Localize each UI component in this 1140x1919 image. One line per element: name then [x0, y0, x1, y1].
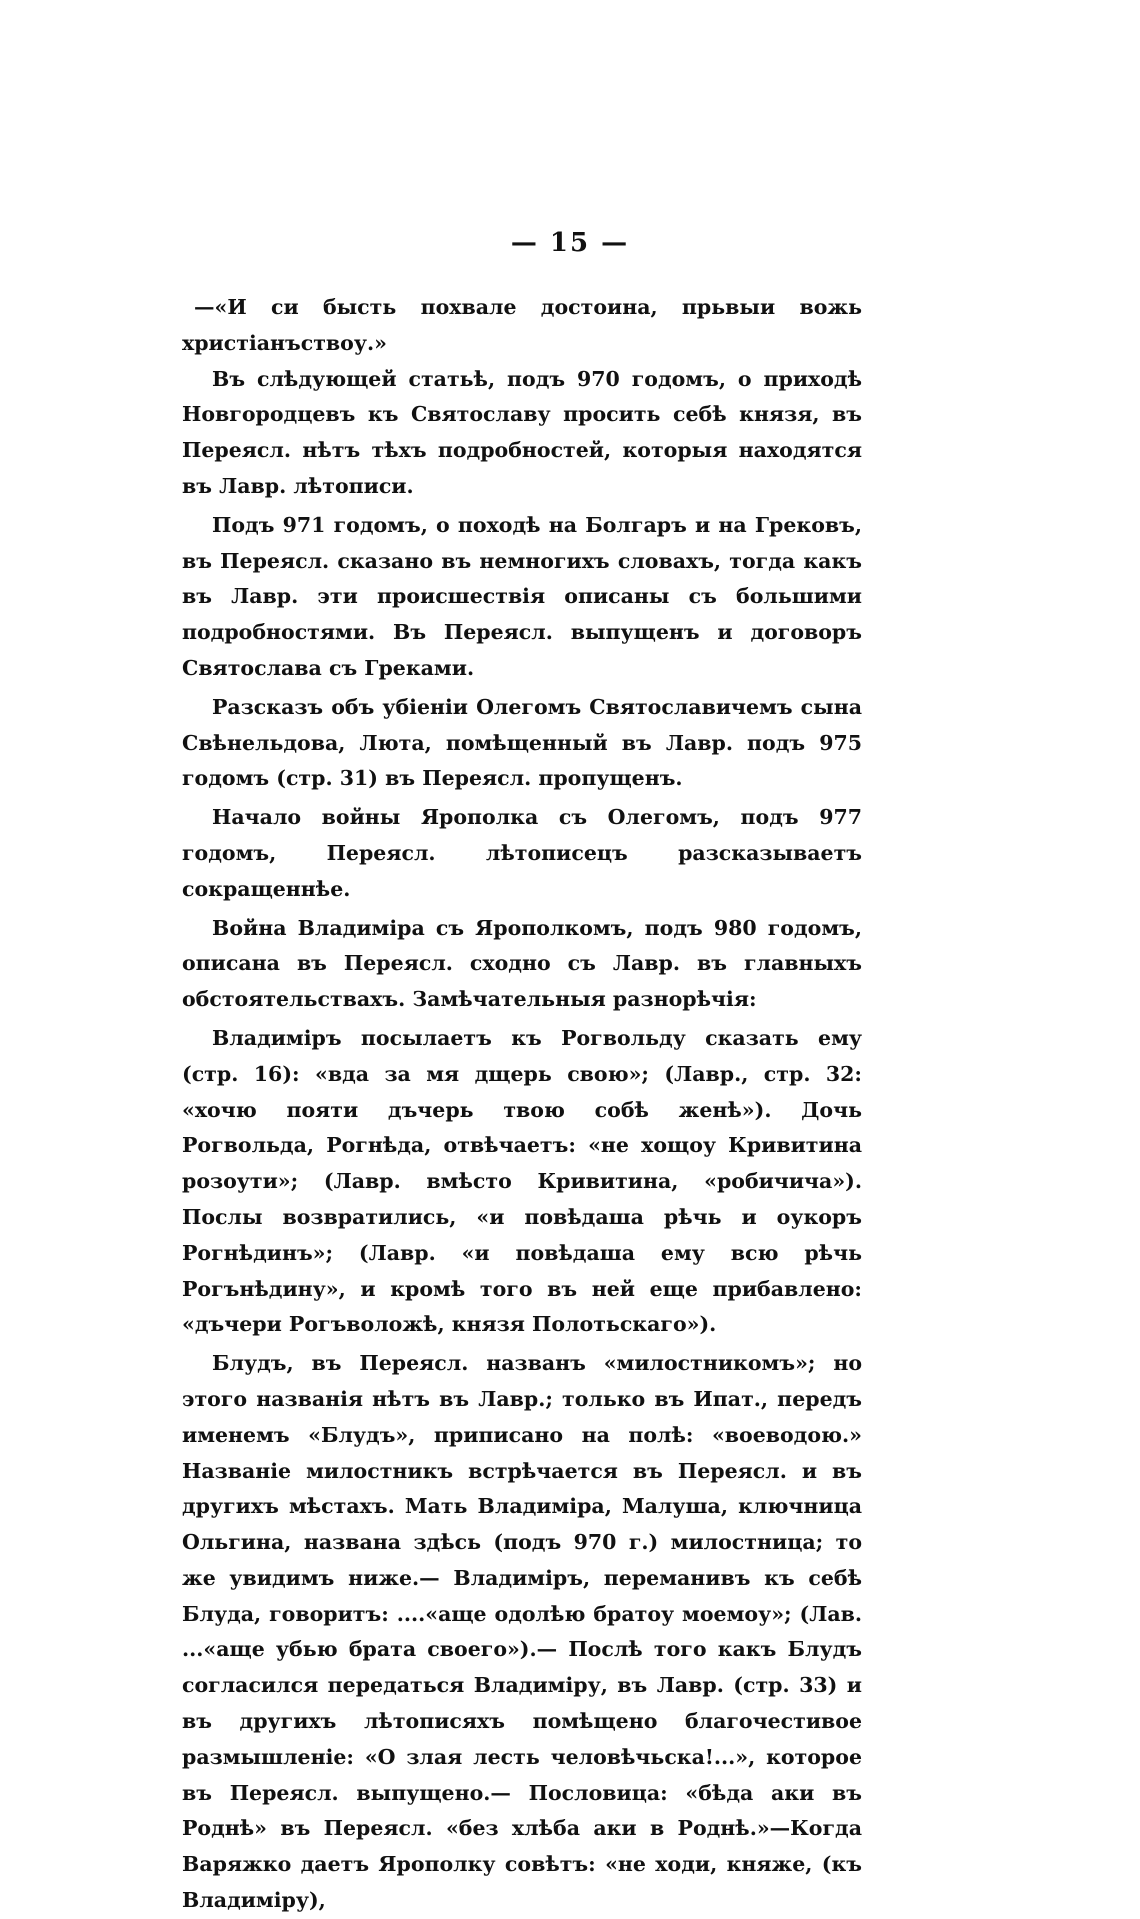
paragraph-rogvolod: Владиміръ посылаетъ къ Рогвольду сказать ему (стр. 16): «вда за мя дщерь свою»; (Лавр., стр. 32: «хочю пояти дъчерь твою собѣ женѣ»). Дочь Рогвольда, Рогнѣда, отвѣчаетъ: «не хощоу Кривитина розоути»; (Лавр. вмѣсто Кривитина, «робичича»). Послы возвратились, «и повѣдаша рѣчь и оукоръ Рогнѣдинъ»; (Лавр. «и повѣдаша ему всю рѣчь Рогънѣдину», и кромѣ того въ ней еще прибавлено: «дъчери Рогъволожѣ, князя Полотьскаго»).: [182, 1025, 862, 1337]
paragraph-970-novgorod: Въ слѣдующей статьѣ, подъ 970 годомъ, о приходѣ Новгородцевъ къ Святославу просить себѣ князя, въ Переясл. нѣтъ тѣхъ подробностей, которыя находятся въ Лавр. лѣтописи.: [182, 366, 862, 498]
paragraph-blud: Блудъ, въ Переясл. названъ «милостникомъ»; но этого названія нѣтъ въ Лавр.; только въ Ипат., передъ именемъ «Блудъ», приписано на полѣ: «воеводою.» Названіе милостникъ встрѣчается въ Переясл. и въ другихъ мѣстахъ. Мать Владиміра, Малуша, ключница Ольгина, названа здѣсь (подъ 970 г.) милостница; то же увидимъ ниже.— Владиміръ, переманивъ къ себѣ Блуда, говоритъ: ....«аще одолѣю братоу моемоу»; (Лав. ...«аще убью брата своего»).— Послѣ того какъ Блудъ согласился передаться Владиміру, въ Лавр. (стр. 33) и въ другихъ лѣтописяхъ помѣщено благочестивое размышленіе: «О злая лесть человѣчьска!...», которое въ Переясл. выпущено.— Пословица: «бѣда аки въ Роднѣ» въ Переясл. «без хлѣба аки в Роднѣ.»—Когда Варяжко даетъ Ярополку совѣтъ: «не ходи, княже, (къ Владиміру),: [182, 1351, 862, 1913]
paragraph-quote-ending: —«И си бысть похвале достоина, прьвыи вожь христіанъствоу.»: [182, 295, 862, 355]
paragraph-971-bulgars: Подъ 971 годомъ, о походѣ на Болгаръ и на Грековъ, въ Переясл. сказано въ немногихъ словахъ, тогда какъ въ Лавр. эти происшествія описаны съ большими подробностями. Въ Переясл. выпущенъ и договоръ Святослава съ Греками.: [182, 512, 862, 680]
paragraph-975-lyut: Разсказъ объ убіеніи Олегомъ Святославичемъ сына Свѣнельдова, Люта, помѣщенный въ Лавр. подъ 975 годомъ (стр. 31) въ Переясл. пропущенъ.: [182, 694, 862, 791]
paragraph-980-war: Война Владиміра съ Ярополкомъ, подъ 980 годомъ, описана въ Переясл. сходно съ Лавр. въ главныхъ обстоятельствахъ. Замѣчательныя разнорѣчія:: [182, 915, 862, 1012]
body-text: [182, 290, 862, 1919]
paragraph-977-yaropolk: Начало войны Ярополка съ Олегомъ, подъ 977 годомъ, Переясл. лѣтописецъ разсказываетъ сокращеннѣе.: [182, 805, 862, 901]
page-number: — 15 —: [510, 228, 630, 258]
